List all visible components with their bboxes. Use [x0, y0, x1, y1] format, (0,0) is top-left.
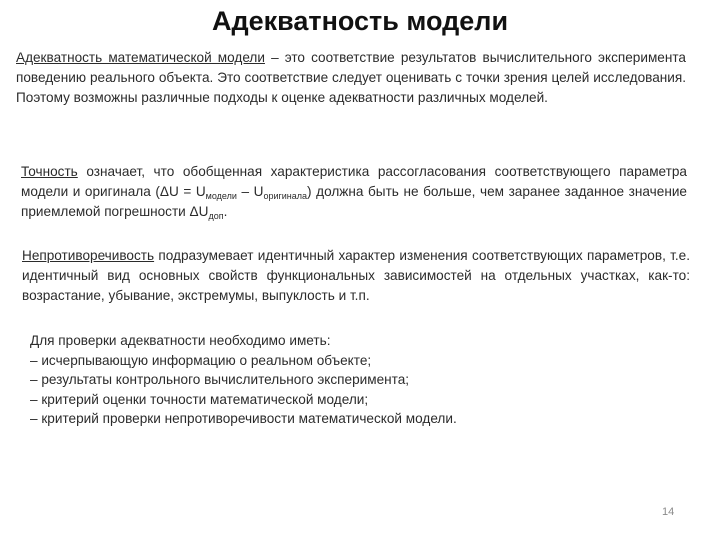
list-item: – исчерпывающую информацию о реальном объекте; — [30, 352, 372, 368]
subscript-model: модели — [205, 191, 237, 201]
requirements-intro: Для проверки адекватности необходимо иметь: — [30, 333, 331, 348]
slide-title: Адекватность модели — [211, 6, 509, 36]
subscript-dop: доп — [208, 211, 224, 221]
requirements-list — [30, 331, 680, 429]
paragraph-adequacy — [16, 48, 686, 108]
subscript-original: оригинала — [263, 191, 308, 201]
list-item: – критерий оценки точности математической модели; — [30, 391, 369, 407]
term-adequacy: Адекватность математической модели — [16, 50, 265, 65]
list-item: – критерий проверки непротиворечивости математической модели. — [30, 411, 457, 426]
accuracy-text-b: – U — [236, 184, 264, 199]
accuracy-text-d: . — [223, 204, 228, 219]
accuracy-text-c: ) должна быть не больше, чем заранее заданное значение приемлемой погрешности ΔU — [21, 184, 687, 219]
term-consistency: Непротиворечивость — [22, 248, 155, 263]
paragraph-accuracy — [21, 162, 687, 222]
paragraph-consistency-text: подразумевает идентичный характер изменения соответствующих параметров, т.е. идентичный вид основных свойств функциональных зависимостей на отдельных участках, как-то: возрастание, убывание, экстремумы, выпуклость и т.п. — [22, 248, 690, 303]
list-item: – результаты контрольного вычислительного эксперимента; — [30, 372, 410, 387]
page-number: 14 — [662, 506, 675, 518]
term-accuracy: Точность — [21, 164, 78, 179]
accuracy-text-a: означает, что обобщенная характеристика рассогласования соответствующего параметра модели и оригинала (ΔU = U — [21, 164, 687, 199]
paragraph-adequacy-text: – это соответствие результатов вычислительного эксперимента поведению реального объекта. Это соответствие следует оценивать с точки зрения целей исследования. Поэтому возможны различные подходы к оценке адекватности различных моделей. — [16, 50, 686, 105]
paragraph-consistency — [22, 246, 690, 306]
